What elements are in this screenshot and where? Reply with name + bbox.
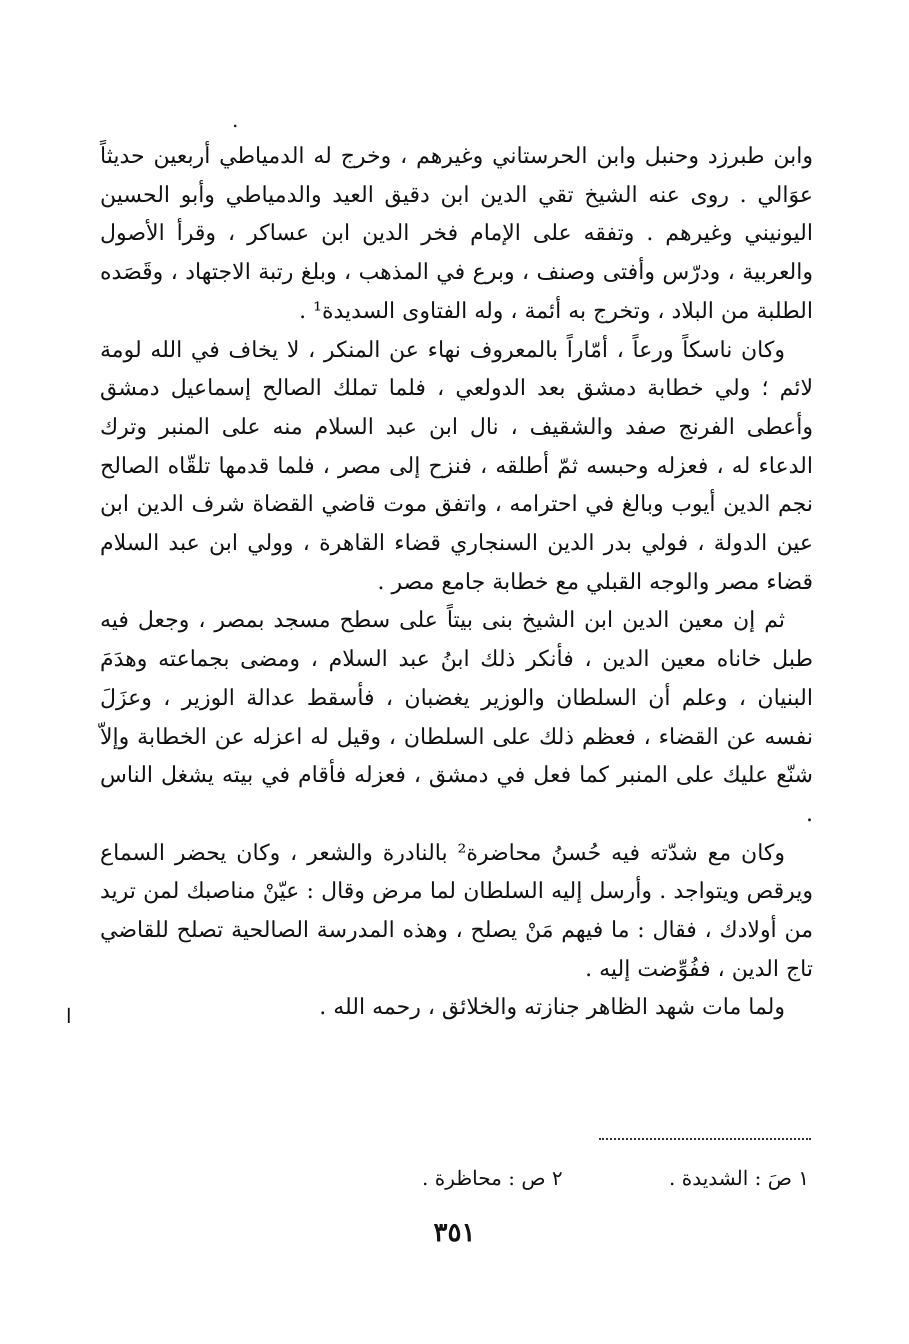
footnotes — [322, 1164, 809, 1192]
margin-dot-side: ا — [66, 1004, 72, 1028]
footnote-separator — [599, 1138, 811, 1140]
margin-dot-top: . — [232, 108, 239, 132]
paragraph-2: وكان ناسكاً ورعاً ، أمّاراً بالمعروف نهاء عن المنكر ، لا يخاف في الله لومة لائم ؛ ولي خطابة دمشق بعد الدولعي ، فلما تملك الصالح إسماعيل دمشق وأعطى الفرنج صفد والشقيف ، نال ابن عبد السلام منه على المنبر وترك الدعاء له ، فعزله وحبسه ثمّ أطلقه ، فنزح إلى مصر ، فلما قدمها تلقّاه الصالح نجم الدين أيوب وبالغ في احترامه ، واتفق موت قاضي القضاة شرف الدين ابن عين الدولة ، فولي بدر الدين السنجاري قضاء القاهرة ، وولي ابن عبد السلام قضاء مصر والوجه القبلي مع خطابة جامع مصر . — [100, 337, 813, 595]
footnote-1: ١ صَ : الشديدة . — [669, 1166, 809, 1190]
page-number: ٣٥١ — [433, 1218, 476, 1248]
paragraph-1: وابن طبرزد وحنبل وابن الحرستاني وغيرهم ، وخرج له الدمياطي أربعين حديثاً عوَالي . روى عنه الشيخ تقي الدين ابن دقيق العيد والدمياطي وأبو الحسين اليونيني وغيرهم . وتفقه على الإمام فخر الدين ابن عساكر ، وقرأ الأصول والعربية ، ودرّس وأفتى وصنف ، وبرع في المذهب ، وبلغ رتبة الاجتهاد ، وقَصَده الطلبة من البلاد ، وتخرج به أئمة ، وله الفتاوى السديدة¹ . — [100, 144, 813, 324]
footnote-2: ٢ ص : محاظرة . — [422, 1166, 563, 1190]
paragraph-3: ثم إن معين الدين ابن الشيخ بنى بيتاً على سطح مسجد بمصر ، وجعل فيه طبل خاناه معين الدين ، فأنكر ذلك ابنُ عبد السلام ، ومضى بجماعته وهدَمَ البنيان ، وعلم أن السلطان والوزير يغضبان ، فأسقط عدالة الوزير ، وعزَلَ نفسه عن القضاء ، فعظم ذلك على السلطان ، وقيل له اعزله عن الخطابة وإلاّ شنّع عليك على المنبر كما فعل في دمشق ، فعزله فأقام في بيته يشغل الناس . — [100, 608, 813, 827]
paragraph-5: ولما مات شهد الظاهر جنازته والخلائق ، رحمه الله . — [319, 995, 785, 1021]
main-text — [100, 138, 813, 1028]
paragraph-4: وكان مع شدّته فيه حُسنُ محاضرة² بالنادرة والشعر ، وكان يحضر السماع ويرقص ويتواجد . وأرسل إليه السلطان لما مرض وقال : عيّنْ مناصبك لمن تريد من أولادك ، فقال : ما فيهم مَنْ يصلح ، وهذه المدرسة الصالحية تصلح للقاضي تاج الدين ، ففُوِّضت إليه . — [100, 840, 813, 982]
